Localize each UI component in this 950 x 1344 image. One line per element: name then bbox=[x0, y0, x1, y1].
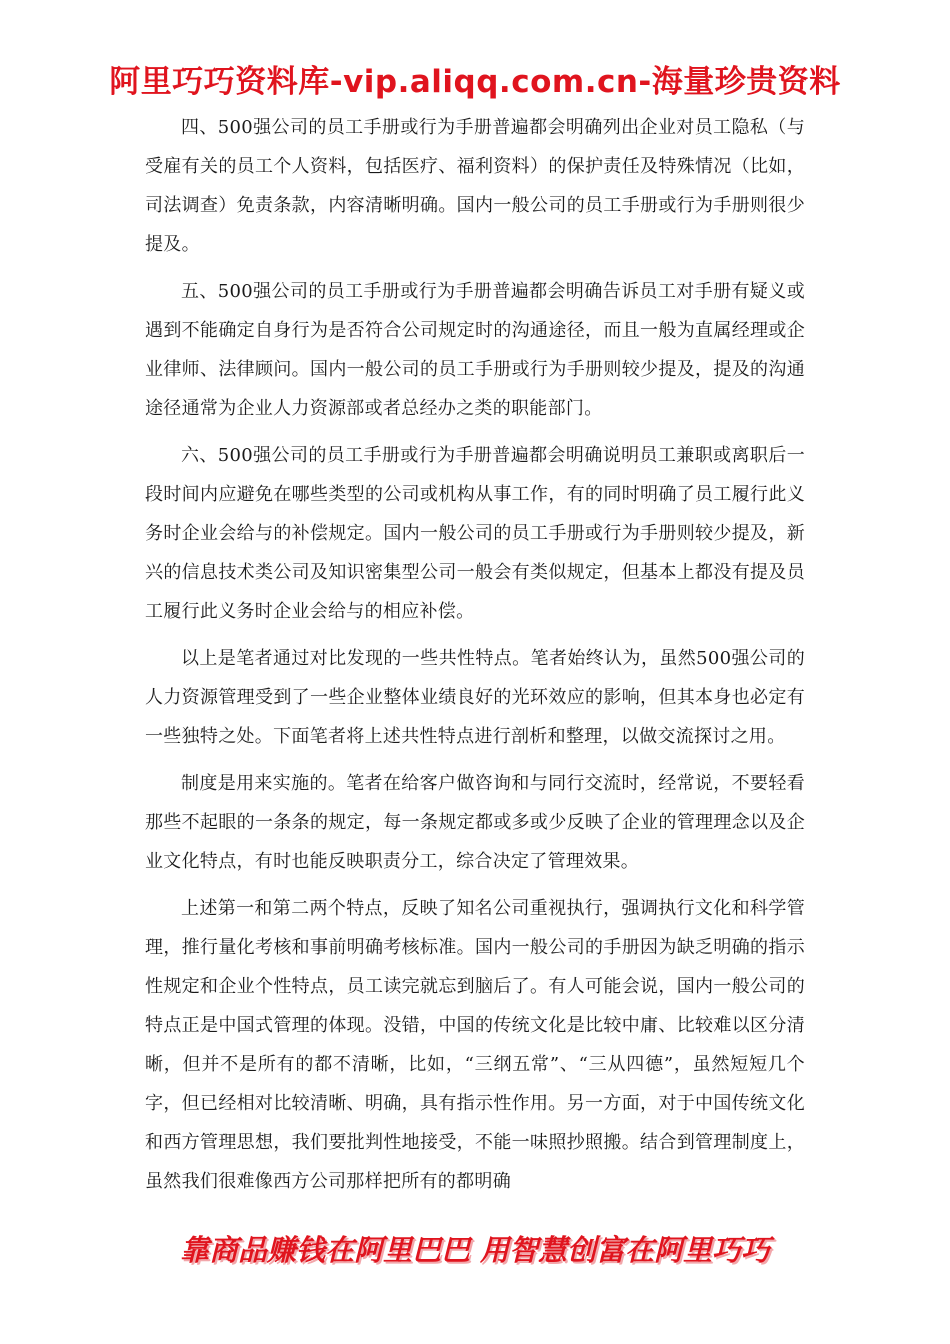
paragraph-summary: 以上是笔者通过对比发现的一些共性特点。笔者始终认为，虽然500强公司的人力资源管理受到了一些企业整体业绩良好的光环效应的影响，但其本身也必定有一些独特之处。下面笔者将上述共性特点进行剖析和整理，以做交流探讨之用。 bbox=[145, 648, 805, 747]
document-body bbox=[145, 108, 805, 1209]
paragraph-4: 四、500强公司的员工手册或行为手册普遍都会明确列出企业对员工隐私（与受雇有关的员工个人资料，包括医疗、福利资料）的保护责任及特殊情况（比如，司法调查）免责条款，内容清晰明确。国内一般公司的员工手册或行为手册则很少提及。 bbox=[145, 117, 805, 255]
paragraph-5: 五、500强公司的员工手册或行为手册普遍都会明确告诉员工对手册有疑义或遇到不能确定自身行为是否符合公司规定时的沟通途径，而且一般为直属经理或企业律师、法律顾问。国内一般公司的员工手册或行为手册则较少提及，提及的沟通途径通常为企业人力资源部或者总经办之类的职能部门。 bbox=[145, 281, 805, 419]
paragraph-system: 制度是用来实施的。笔者在给客户做咨询和与同行交流时，经常说，不要轻看那些不起眼的一条条的规定，每一条规定都或多或少反映了企业的管理理念以及企业文化特点，有时也能反映职责分工，综合决定了管理效果。 bbox=[145, 773, 805, 872]
paragraph-analysis: 上述第一和第二两个特点，反映了知名公司重视执行，强调执行文化和科学管理，推行量化考核和事前明确考核标准。国内一般公司的手册因为缺乏明确的指示性规定和企业个性特点，员工读完就忘到脑后了。有人可能会说，国内一般公司的特点正是中国式管理的体现。没错，中国的传统文化是比较中庸、比较难以区分清晰，但并不是所有的都不清晰，比如，“三纲五常”、“三从四德”，虽然短短几个字，但已经相对比较清晰、明确，具有指示性作用。另一方面，对于中国传统文化和西方管理思想，我们要批判性地接受，不能一味照抄照搬。结合到管理制度上，虽然我们很难像西方公司那样把所有的都明确 bbox=[145, 898, 805, 1192]
header-banner: 阿里巧巧资料库-vip.aliqq.com.cn-海量珍贵资料 bbox=[109, 64, 841, 100]
paragraph-6: 六、500强公司的员工手册或行为手册普遍都会明确说明员工兼职或离职后一段时间内应避免在哪些类型的公司或机构从事工作，有的同时明确了员工履行此义务时企业会给与的补偿规定。国内一般公司的员工手册或行为手册则较少提及，新兴的信息技术类公司及知识密集型公司一般会有类似规定，但基本上都没有提及员工履行此义务时企业会给与的相应补偿。 bbox=[145, 445, 805, 622]
footer-banner: 靠商品赚钱在阿里巴巴 用智慧创富在阿里巧巧 bbox=[179, 1233, 771, 1267]
